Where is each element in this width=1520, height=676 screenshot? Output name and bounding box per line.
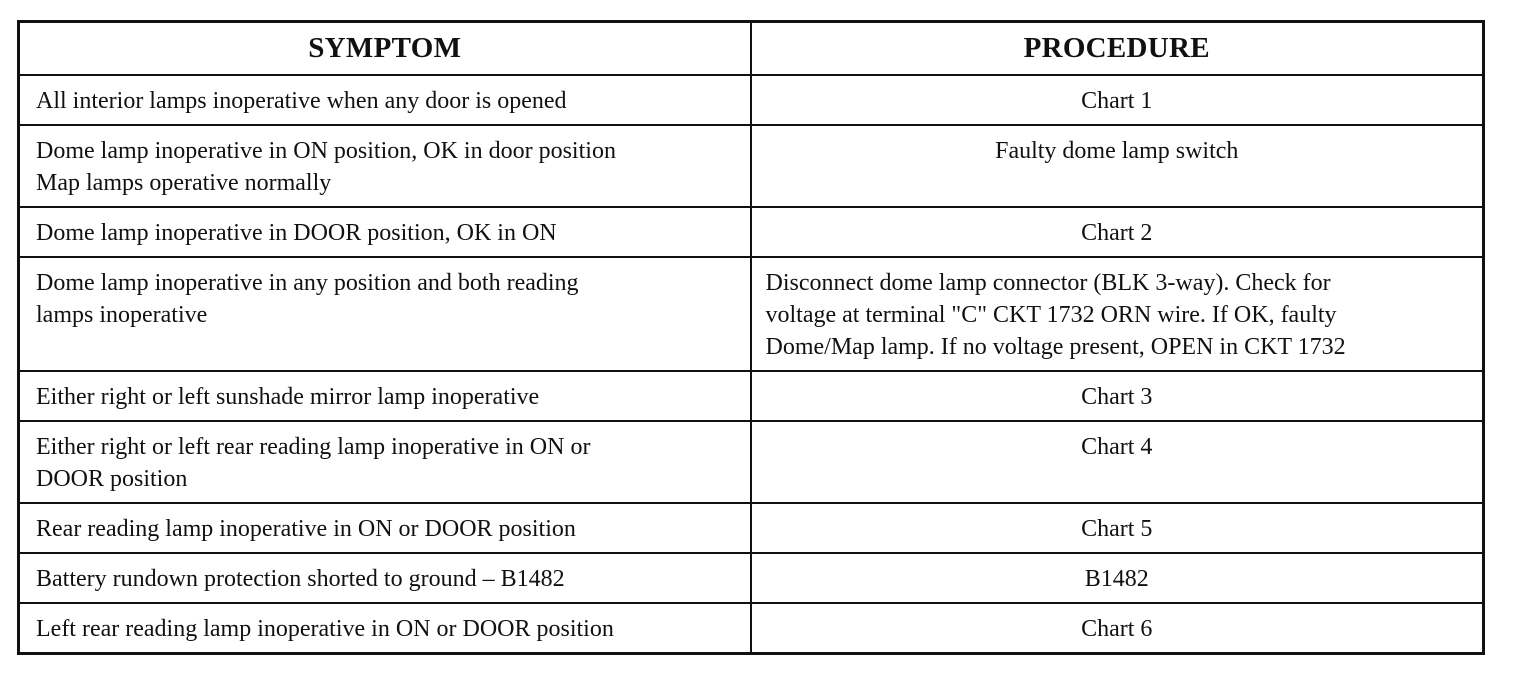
symptom-cell [19,603,751,654]
procedure-cell [751,257,1484,371]
symptom-text: Map lamps operative normally [36,170,332,196]
symptom-text: Dome lamp inoperative in any position and both reading [36,270,579,296]
procedure-cell [751,421,1484,503]
procedure-text: Chart 3 [1081,384,1153,410]
symptom-text: Either right or left rear reading lamp inoperative in ON or [36,434,591,460]
symptom-text: Dome lamp inoperative in DOOR position, OK in ON [36,220,557,246]
symptom-cell [19,553,751,603]
procedure-cell [751,553,1484,603]
procedure-cell [751,75,1484,125]
symptom-text: DOOR position [36,466,188,492]
procedure-text: B1482 [1084,566,1149,592]
procedure-cell [751,603,1484,654]
symptom-header: SYMPTOM [19,22,751,76]
procedure-text: Chart 4 [1081,434,1153,460]
symptom-cell [19,371,751,421]
procedure-cell [751,503,1484,553]
table-row [19,553,1484,603]
table-row [19,421,1484,503]
procedure-cell [751,371,1484,421]
symptom-text: Left rear reading lamp inoperative in ON or DOOR position [36,616,614,642]
table-row [19,371,1484,421]
table-row [19,603,1484,654]
symptom-text: Either right or left sunshade mirror lamp inoperative [36,384,540,410]
procedure-text: Dome/Map lamp. If no voltage present, OPEN in CKT 1732 [765,334,1346,360]
header-row [19,22,1484,76]
symptom-cell [19,421,751,503]
table-row [19,207,1484,257]
procedure-cell [751,207,1484,257]
symptom-text: All interior lamps inoperative when any door is opened [36,88,567,114]
table-row [19,257,1484,371]
table-row [19,503,1484,553]
procedure-text: Faulty dome lamp switch [995,138,1239,164]
procedure-text: Chart 5 [1081,516,1153,542]
symptom-procedure-table [17,20,1485,655]
procedure-cell [751,125,1484,207]
procedure-text: voltage at terminal "C" CKT 1732 ORN wire. If OK, faulty [765,302,1337,328]
procedure-text: Chart 1 [1081,88,1153,114]
procedure-text: Disconnect dome lamp connector (BLK 3-way). Check for [765,270,1331,296]
symptom-text: lamps inoperative [36,302,208,328]
symptom-cell [19,257,751,371]
procedure-header: PROCEDURE [751,22,1484,76]
table-row [19,75,1484,125]
symptom-text: Dome lamp inoperative in ON position, OK in door position [36,138,616,164]
symptom-text: Rear reading lamp inoperative in ON or DOOR position [36,516,576,542]
procedure-text: Chart 6 [1081,616,1153,642]
symptom-text: Battery rundown protection shorted to ground – B1482 [36,566,565,592]
table-row [19,125,1484,207]
symptom-cell [19,75,751,125]
symptom-cell [19,125,751,207]
procedure-text: Chart 2 [1081,220,1153,246]
symptom-cell [19,503,751,553]
symptom-cell [19,207,751,257]
